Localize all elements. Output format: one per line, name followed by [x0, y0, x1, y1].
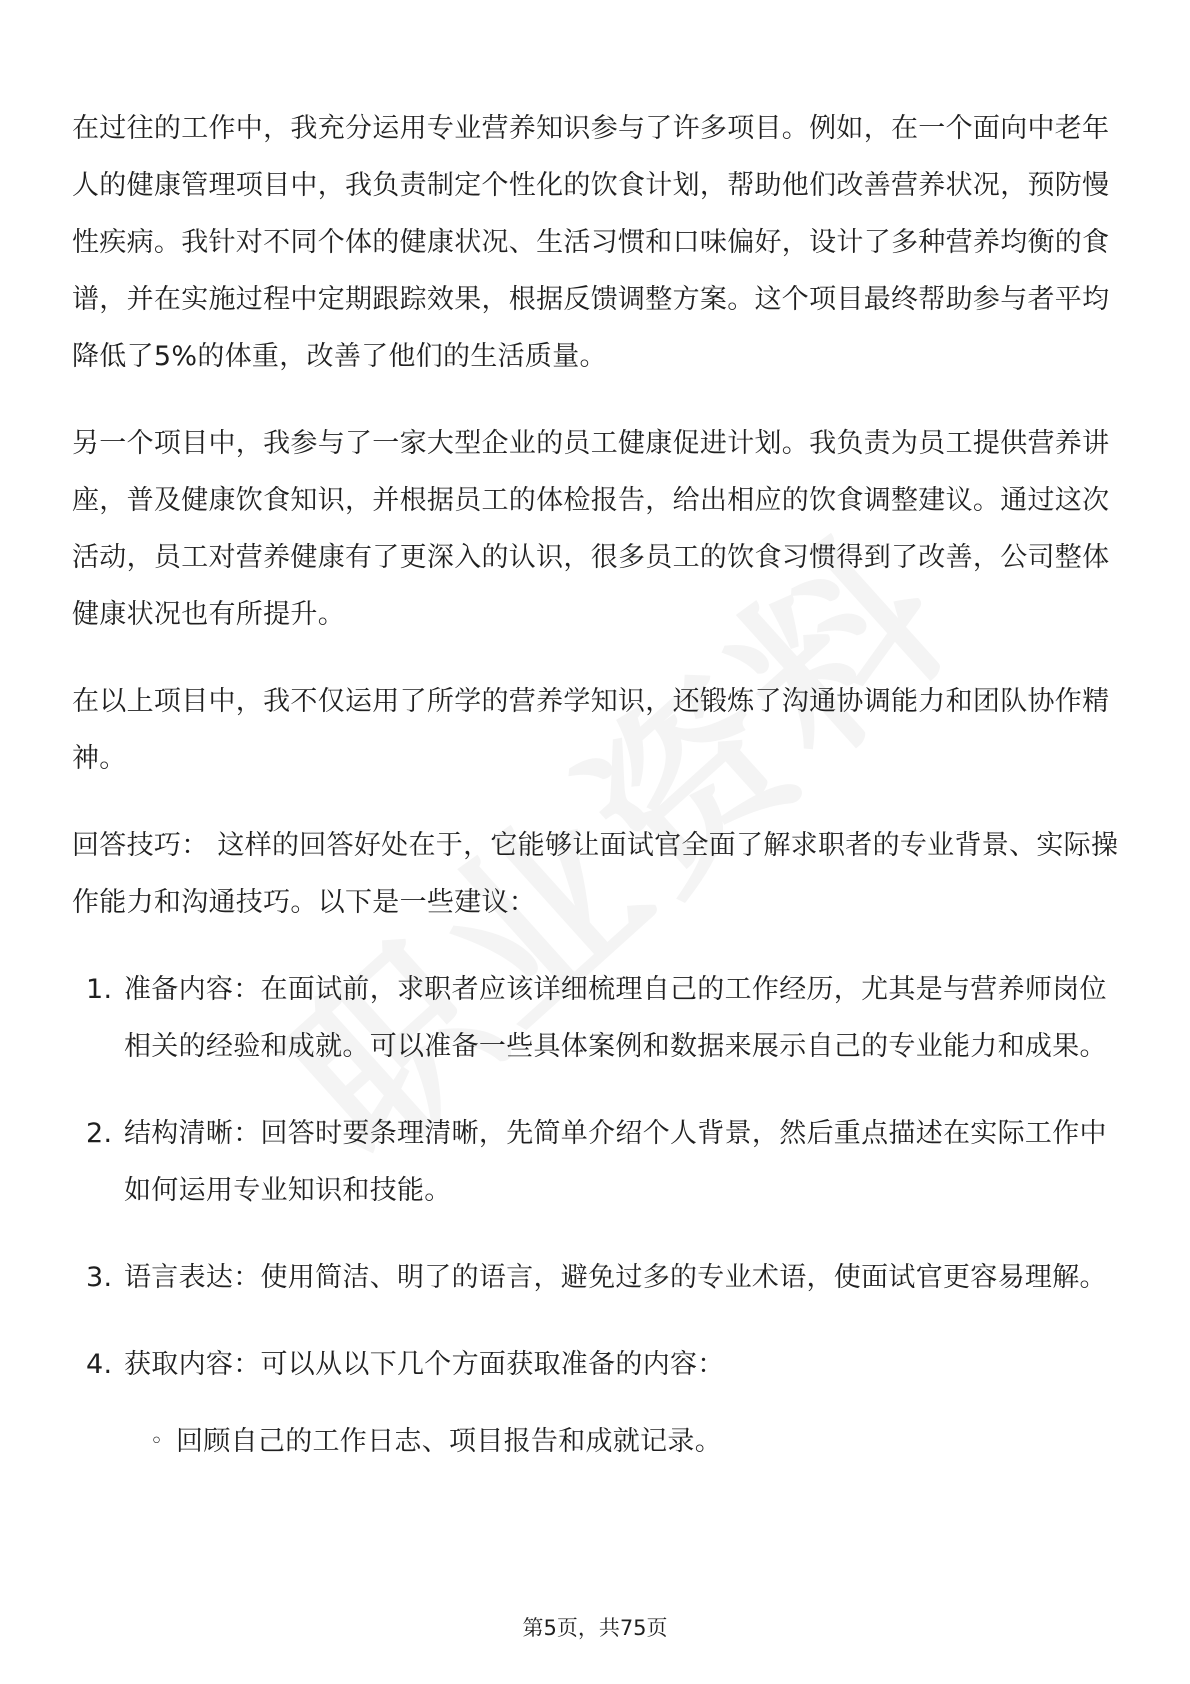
list-item [72, 1336, 1122, 1393]
list-item [72, 961, 1122, 1075]
list-item-text: 准备内容：在面试前，求职者应该详细梳理自己的工作经历，尤其是与营养师岗位相关的经验和成就。可以准备一些具体案例和数据来展示自己的专业能力和成果。 [124, 974, 1107, 1062]
paragraph-summary: 在以上项目中，我不仅运用了所学的营养学知识，还锻炼了沟通协调能力和团队协作精神。 [72, 686, 1110, 774]
page-content [72, 100, 1122, 1470]
list-number: 4. [86, 1349, 113, 1380]
list-item-text: 获取内容：可以从以下几个方面获取准备的内容： [124, 1349, 725, 1380]
hollow-bullet-icon: ◦ [150, 1429, 164, 1454]
paragraph-project-experience: 在过往的工作中，我充分运用专业营养知识参与了许多项目。例如，在一个面向中老年人的健康管理项目中，我负责制定个性化的饮食计划，帮助他们改善营养状况，预防慢性疾病。我针对不同个体的健康状况、生活习惯和口味偏好，设计了多种营养均衡的食谱，并在实施过程中定期跟踪效果，根据反馈调整方案。这个项目最终帮助参与者平均降低了5%的体重，改善了他们的生活质量。 [72, 113, 1110, 372]
paragraph-second-project: 另一个项目中，我参与了一家大型企业的员工健康促进计划。我负责为员工提供营养讲座，普及健康饮食知识，并根据员工的体检报告，给出相应的饮食调整建议。通过这次活动，员工对营养健康有了更深入的认识，很多员工的饮食习惯得到了改善，公司整体健康状况也有所提升。 [72, 428, 1110, 630]
tips-list [72, 961, 1122, 1393]
paragraph-answer-tips: 回答技巧： 这样的回答好处在于，它能够让面试官全面了解求职者的专业背景、实际操作能力和沟通技巧。以下是一些建议： [72, 830, 1119, 918]
list-number: 2. [86, 1118, 113, 1149]
list-number: 3. [86, 1262, 113, 1293]
list-item [72, 1249, 1122, 1306]
list-number: 1. [86, 974, 113, 1005]
sub-list-item-text: 回顾自己的工作日志、项目报告和成就记录。 [176, 1426, 722, 1457]
page-number-footer: 第5页，共75页 [522, 1616, 668, 1640]
sub-list-item [72, 1413, 1122, 1470]
list-item-text: 结构清晰：回答时要条理清晰，先简单介绍个人背景，然后重点描述在实际工作中如何运用专业知识和技能。 [124, 1118, 1107, 1206]
list-item [72, 1105, 1122, 1219]
list-item-text: 语言表达：使用简洁、明了的语言，避免过多的专业术语，使面试官更容易理解。 [124, 1262, 1107, 1293]
